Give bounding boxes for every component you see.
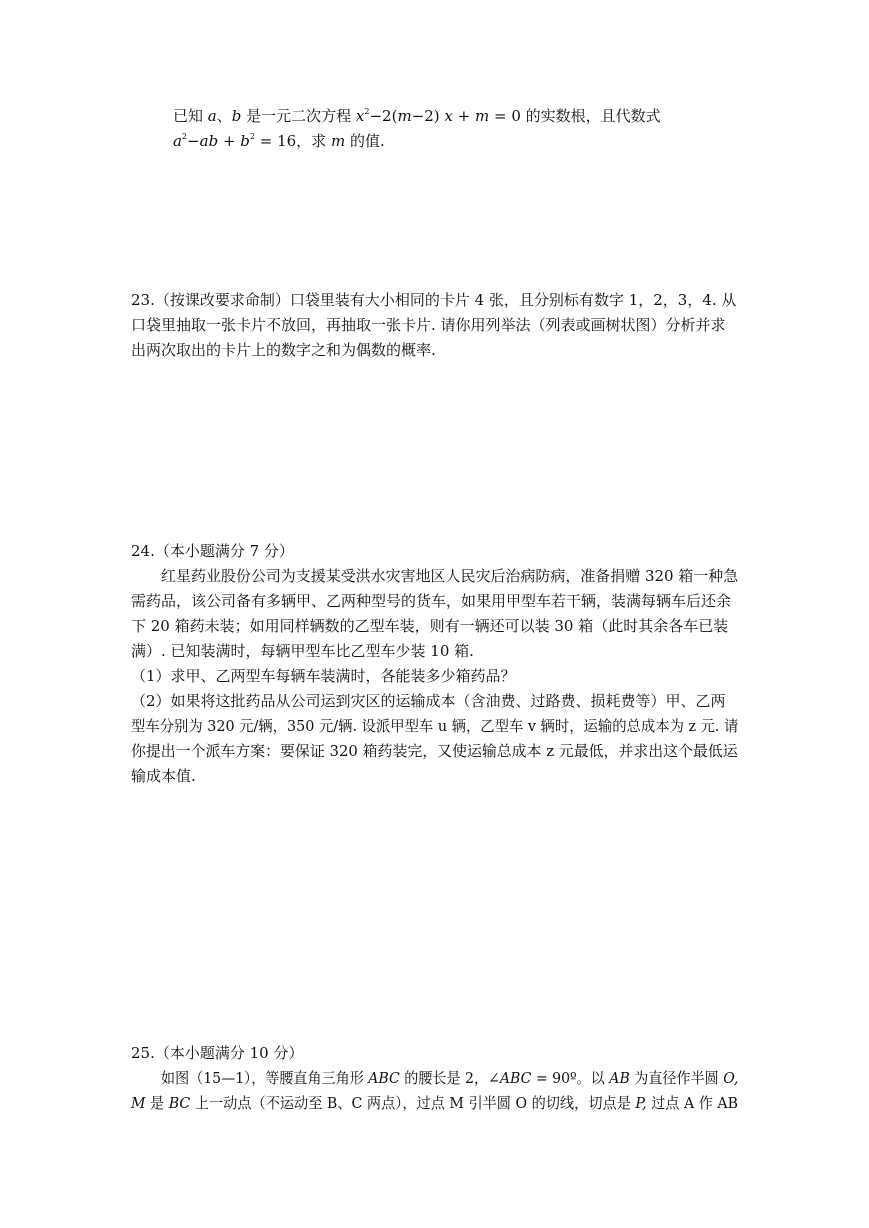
q24-line-7: 型车分别为 320 元/辆，350 元/辆. 设派甲型车 u 辆，乙型车 v 辆时，运输的总成本为 z 元. 请 (131, 717, 739, 735)
q25-line-2: M 是 BC 上一动点（不运动至 B、C 两点），过点 M 引半圆 O 的切线，切点是 P, 过点 A 作 AB (131, 1094, 739, 1112)
q24-line-3: 下 20 箱药未装；如用同样辆数的乙型车装，则有一辆还可以装 30 箱（此时其余各车已装 (131, 617, 729, 635)
q25-line-1: 如图（15—1），等腰直角三角形 ABC 的腰长是 2，∠ABC = 90º。以 AB 为直径作半圆 O, (161, 1069, 739, 1087)
q24-line-9: 输成本值. (131, 767, 196, 785)
q24-line-4: 满）. 已知装满时，每辆甲型车比乙型车少装 10 箱. (131, 642, 474, 660)
q24-part-1: （1）求甲、乙两型车每辆车装满时，各能装多少箱药品？ (131, 667, 516, 685)
q22-line-1: 已知 a、b 是一元二次方程 $x^2-2(m-2) x + m = 0$ 的实数根，且代数式 (173, 107, 661, 125)
q24-title: 24.（本小题满分 7 分） (131, 542, 294, 560)
q23-line-1: 23.（按课改要求命制）口袋里装有大小相同的卡片 4 张，且分别标有数字 1，2，3，4. 从 (131, 291, 737, 309)
q24-line-2: 需药品，该公司备有多辆甲、乙两种型号的货车，如果用甲型车若干辆，装满每辆车后还余 (131, 592, 732, 610)
q22-line-2: $a^2-ab + b^2 = 16$，求 m 的值. (173, 132, 385, 150)
q24-part-2: （2）如果将这批药品从公司运到灾区的运输成本（含油费、过路费、损耗费等）甲、乙两 (131, 692, 726, 710)
q23-line-2: 口袋里抽取一张卡片不放回，再抽取一张卡片. 请你用列举法（列表或画树状图）分析并求 (131, 316, 726, 334)
q24-line-1: 红星药业股份公司为支援某受洪水灾害地区人民灾后治病防病，准备捐赠 320 箱一种急 (161, 567, 739, 585)
q23-line-3: 出两次取出的卡片上的数字之和为偶数的概率. (131, 341, 436, 359)
q25-title: 25.（本小题满分 10 分） (131, 1044, 304, 1062)
q24-line-8: 你提出一个派车方案：要保证 320 箱药装完，又使运输总成本 z 元最低，并求出这个最低运 (131, 742, 738, 760)
